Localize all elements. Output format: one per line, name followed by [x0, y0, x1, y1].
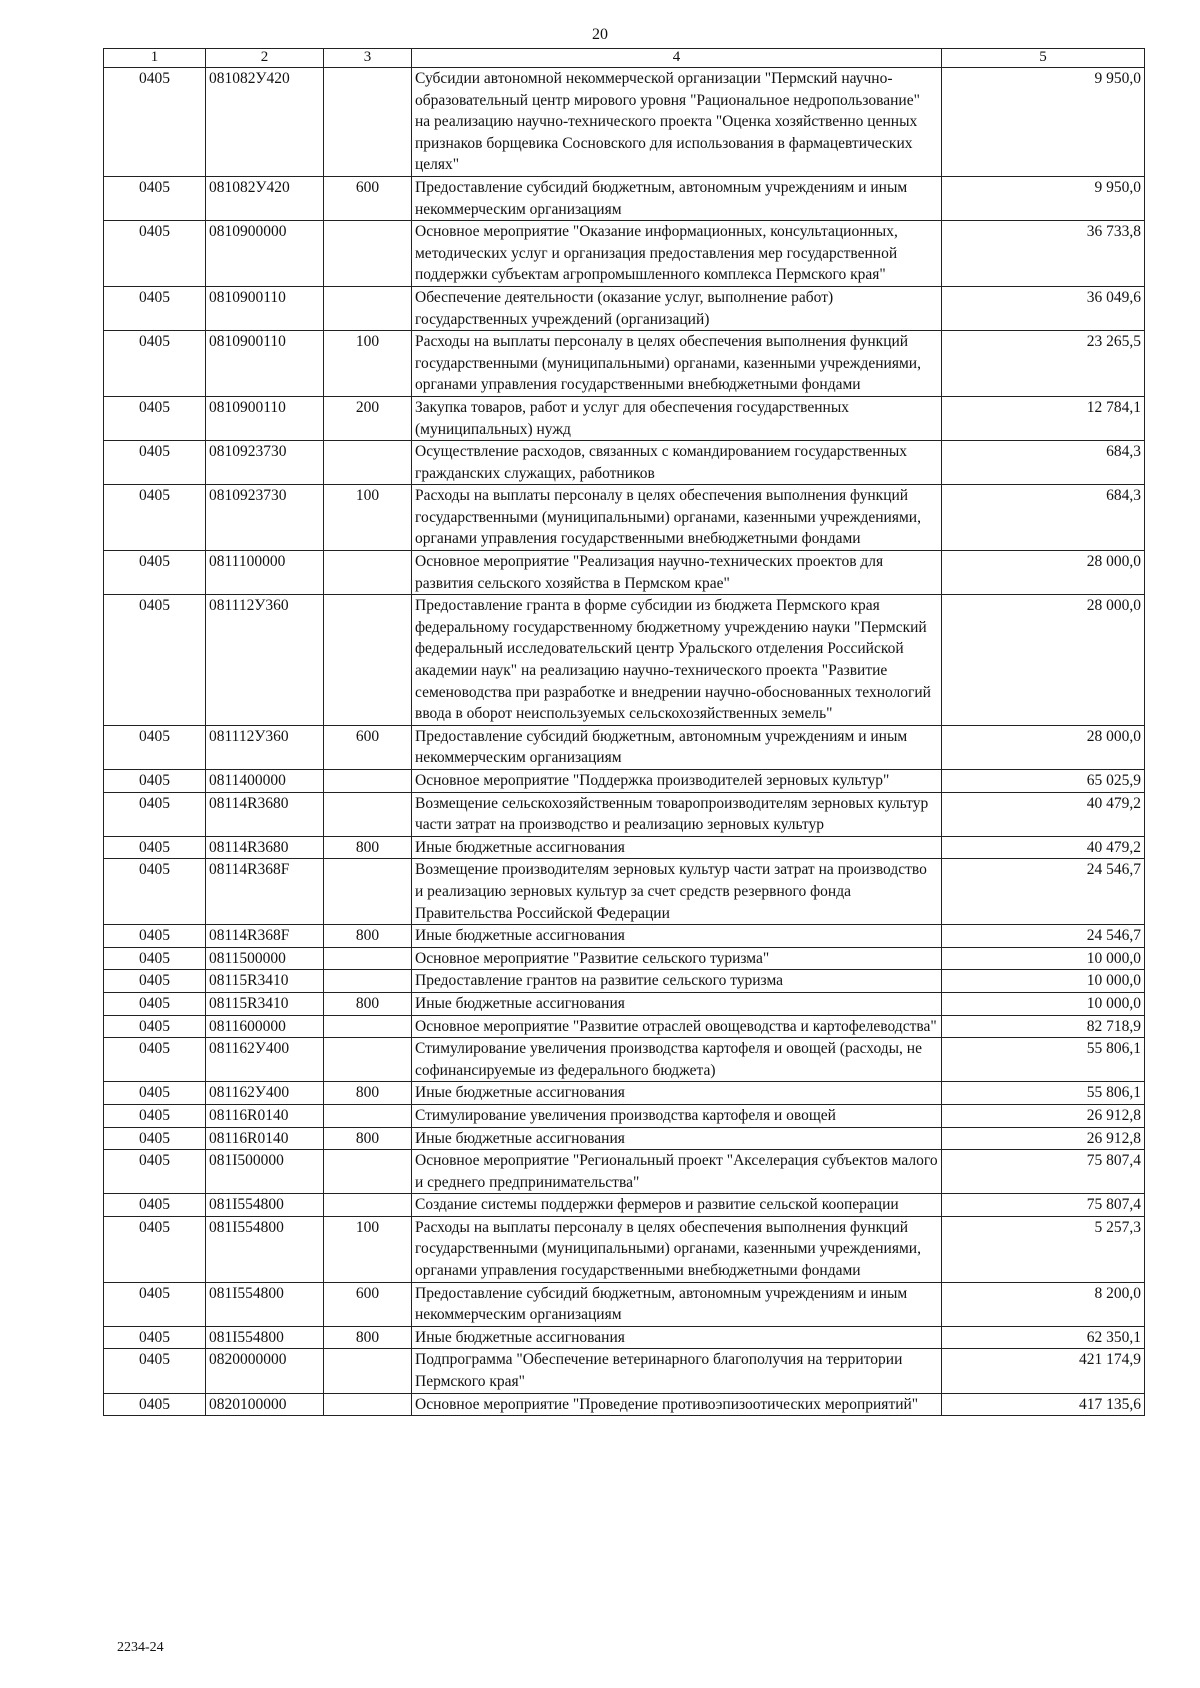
target-article-cell: 0810923730 — [206, 485, 324, 551]
table-row — [104, 1349, 1145, 1393]
target-article-cell: 0811500000 — [206, 947, 324, 970]
amount-cell: 24 546,7 — [942, 859, 1145, 925]
item-name-cell: Стимулирование увеличения производства картофеля и овощей (расходы, не софинансируемые из федерального бюджета) — [412, 1038, 942, 1082]
amount-cell: 12 784,1 — [942, 396, 1145, 440]
expense-type-cell: 800 — [324, 925, 412, 948]
target-article-cell: 0811600000 — [206, 1015, 324, 1038]
expense-type-cell — [324, 792, 412, 836]
table-row — [104, 1393, 1145, 1416]
table-row — [104, 836, 1145, 859]
item-name-cell: Предоставление субсидий бюджетным, автономным учреждениям и иным некоммерческим организациям — [412, 1282, 942, 1326]
item-name-cell: Основное мероприятие "Проведение противоэпизоотических мероприятий" — [412, 1393, 942, 1416]
item-name-cell: Субсидии автономной некоммерческой организации "Пермский научно-образовательный центр мирового уровня "Рациональное недропользование" на реализацию научно-технического проекта "Оценка хозяйственно ценных признаков борщевика Сосновского для использования в фармацевтических целях" — [412, 68, 942, 177]
table-row — [104, 792, 1145, 836]
target-article-cell: 0811100000 — [206, 551, 324, 595]
table-row — [104, 947, 1145, 970]
amount-cell: 10 000,0 — [942, 992, 1145, 1015]
table-row — [104, 485, 1145, 551]
amount-cell: 417 135,6 — [942, 1393, 1145, 1416]
amount-cell: 8 200,0 — [942, 1282, 1145, 1326]
amount-cell: 40 479,2 — [942, 836, 1145, 859]
table-row — [104, 725, 1145, 769]
target-article-cell: 08114R368F — [206, 925, 324, 948]
item-name-cell: Основное мероприятие "Оказание информационных, консультационных, методических услуг и организация предоставления мер государственной поддержки субъектам агропромышленного комплекса Пермского края" — [412, 221, 942, 287]
target-article-cell: 08114R368F — [206, 859, 324, 925]
expense-type-cell: 100 — [324, 1216, 412, 1282]
table-row — [104, 1015, 1145, 1038]
target-article-cell: 081082У420 — [206, 176, 324, 220]
section-code-cell: 0405 — [104, 485, 206, 551]
target-article-cell: 081082У420 — [206, 68, 324, 177]
item-name-cell: Иные бюджетные ассигнования — [412, 1127, 942, 1150]
item-name-cell: Иные бюджетные ассигнования — [412, 925, 942, 948]
expense-type-cell — [324, 1038, 412, 1082]
expense-type-cell: 800 — [324, 1326, 412, 1349]
amount-cell: 23 265,5 — [942, 331, 1145, 397]
target-article-cell: 081I554800 — [206, 1216, 324, 1282]
item-name-cell: Предоставление грантов на развитие сельского туризма — [412, 970, 942, 993]
item-name-cell: Расходы на выплаты персоналу в целях обеспечения выполнения функций государственными (муниципальными) органами, казенными учреждениями, органами управления государственными внебюджетными фондами — [412, 1216, 942, 1282]
table-row — [104, 331, 1145, 397]
amount-cell: 24 546,7 — [942, 925, 1145, 948]
table-row — [104, 441, 1145, 485]
target-article-cell: 08116R0140 — [206, 1104, 324, 1127]
section-code-cell: 0405 — [104, 1194, 206, 1217]
item-name-cell: Возмещение сельскохозяйственным товаропроизводителям зерновых культур части затрат на производство и реализацию зерновых культур — [412, 792, 942, 836]
amount-cell: 9 950,0 — [942, 68, 1145, 177]
table-row — [104, 1127, 1145, 1150]
expense-type-cell — [324, 859, 412, 925]
target-article-cell: 08114R3680 — [206, 792, 324, 836]
target-article-cell: 081112У360 — [206, 595, 324, 726]
header-col-2: 2 — [206, 49, 324, 68]
amount-cell: 421 174,9 — [942, 1349, 1145, 1393]
section-code-cell: 0405 — [104, 1349, 206, 1393]
target-article-cell: 08114R3680 — [206, 836, 324, 859]
expense-type-cell: 800 — [324, 1127, 412, 1150]
amount-cell: 82 718,9 — [942, 1015, 1145, 1038]
section-code-cell: 0405 — [104, 1127, 206, 1150]
target-article-cell: 0820000000 — [206, 1349, 324, 1393]
header-col-5: 5 — [942, 49, 1145, 68]
expense-type-cell — [324, 441, 412, 485]
expense-type-cell: 100 — [324, 331, 412, 397]
section-code-cell: 0405 — [104, 1216, 206, 1282]
item-name-cell: Предоставление субсидий бюджетным, автономным учреждениям и иным некоммерческим организациям — [412, 176, 942, 220]
expense-type-cell — [324, 947, 412, 970]
amount-cell: 28 000,0 — [942, 725, 1145, 769]
section-code-cell: 0405 — [104, 1015, 206, 1038]
section-code-cell: 0405 — [104, 1104, 206, 1127]
table-row — [104, 286, 1145, 330]
item-name-cell: Стимулирование увеличения производства картофеля и овощей — [412, 1104, 942, 1127]
target-article-cell: 0820100000 — [206, 1393, 324, 1416]
item-name-cell: Основное мероприятие "Поддержка производителей зерновых культур" — [412, 770, 942, 793]
amount-cell: 75 807,4 — [942, 1150, 1145, 1194]
table-row — [104, 551, 1145, 595]
expense-type-cell — [324, 1393, 412, 1416]
amount-cell: 26 912,8 — [942, 1127, 1145, 1150]
table-row — [104, 1104, 1145, 1127]
target-article-cell: 08115R3410 — [206, 992, 324, 1015]
table-row — [104, 992, 1145, 1015]
target-article-cell: 0810923730 — [206, 441, 324, 485]
table-row — [104, 1326, 1145, 1349]
amount-cell: 28 000,0 — [942, 595, 1145, 726]
section-code-cell: 0405 — [104, 551, 206, 595]
expense-type-cell: 800 — [324, 1082, 412, 1105]
amount-cell: 40 479,2 — [942, 792, 1145, 836]
expense-type-cell — [324, 551, 412, 595]
amount-cell: 10 000,0 — [942, 970, 1145, 993]
amount-cell: 684,3 — [942, 485, 1145, 551]
item-name-cell: Осуществление расходов, связанных с командированием государственных гражданских служащих, работников — [412, 441, 942, 485]
target-article-cell: 081162У400 — [206, 1038, 324, 1082]
item-name-cell: Основное мероприятие "Реализация научно-технических проектов для развития сельского хозяйства в Пермском крае" — [412, 551, 942, 595]
amount-cell: 10 000,0 — [942, 947, 1145, 970]
section-code-cell: 0405 — [104, 176, 206, 220]
table-row — [104, 176, 1145, 220]
section-code-cell: 0405 — [104, 725, 206, 769]
expense-type-cell: 600 — [324, 176, 412, 220]
amount-cell: 26 912,8 — [942, 1104, 1145, 1127]
table-header-row — [104, 49, 1145, 68]
target-article-cell: 081112У360 — [206, 725, 324, 769]
amount-cell: 65 025,9 — [942, 770, 1145, 793]
table-row — [104, 1282, 1145, 1326]
section-code-cell: 0405 — [104, 1393, 206, 1416]
expense-type-cell: 200 — [324, 396, 412, 440]
section-code-cell: 0405 — [104, 1150, 206, 1194]
item-name-cell: Подпрограмма "Обеспечение ветеринарного благополучия на территории Пермского края" — [412, 1349, 942, 1393]
document-code: 2234-24 — [117, 1640, 164, 1655]
expense-type-cell — [324, 595, 412, 726]
item-name-cell: Обеспечение деятельности (оказание услуг, выполнение работ) государственных учреждений (организаций) — [412, 286, 942, 330]
section-code-cell: 0405 — [104, 836, 206, 859]
budget-table — [103, 48, 1145, 1416]
table-row — [104, 859, 1145, 925]
expense-type-cell — [324, 221, 412, 287]
item-name-cell: Иные бюджетные ассигнования — [412, 836, 942, 859]
target-article-cell: 0810900110 — [206, 286, 324, 330]
expense-type-cell: 100 — [324, 485, 412, 551]
table-row — [104, 68, 1145, 177]
target-article-cell: 08116R0140 — [206, 1127, 324, 1150]
expense-type-cell — [324, 68, 412, 177]
section-code-cell: 0405 — [104, 1326, 206, 1349]
section-code-cell: 0405 — [104, 770, 206, 793]
section-code-cell: 0405 — [104, 331, 206, 397]
item-name-cell: Иные бюджетные ассигнования — [412, 1082, 942, 1105]
item-name-cell: Закупка товаров, работ и услуг для обеспечения государственных (муниципальных) нужд — [412, 396, 942, 440]
item-name-cell: Возмещение производителям зерновых культур части затрат на производство и реализацию зерновых культур за счет средств резервного фонда Правительства Российской Федерации — [412, 859, 942, 925]
table-row — [104, 970, 1145, 993]
expense-type-cell: 600 — [324, 725, 412, 769]
section-code-cell: 0405 — [104, 992, 206, 1015]
expense-type-cell — [324, 1015, 412, 1038]
amount-cell: 5 257,3 — [942, 1216, 1145, 1282]
target-article-cell: 081I554800 — [206, 1194, 324, 1217]
section-code-cell: 0405 — [104, 221, 206, 287]
section-code-cell: 0405 — [104, 441, 206, 485]
amount-cell: 36 733,8 — [942, 221, 1145, 287]
amount-cell: 55 806,1 — [942, 1038, 1145, 1082]
expense-type-cell — [324, 1194, 412, 1217]
header-col-3: 3 — [324, 49, 412, 68]
section-code-cell: 0405 — [104, 1082, 206, 1105]
target-article-cell: 081I500000 — [206, 1150, 324, 1194]
target-article-cell: 081I554800 — [206, 1282, 324, 1326]
target-article-cell: 08115R3410 — [206, 970, 324, 993]
item-name-cell: Расходы на выплаты персоналу в целях обеспечения выполнения функций государственными (муниципальными) органами, казенными учреждениями, органами управления государственными внебюджетными фондами — [412, 331, 942, 397]
amount-cell: 684,3 — [942, 441, 1145, 485]
target-article-cell: 081I554800 — [206, 1326, 324, 1349]
section-code-cell: 0405 — [104, 970, 206, 993]
amount-cell: 36 049,6 — [942, 286, 1145, 330]
table-row — [104, 1038, 1145, 1082]
table-row — [104, 396, 1145, 440]
section-code-cell: 0405 — [104, 286, 206, 330]
amount-cell: 75 807,4 — [942, 1194, 1145, 1217]
target-article-cell: 0810900110 — [206, 331, 324, 397]
amount-cell: 55 806,1 — [942, 1082, 1145, 1105]
table-row — [104, 1082, 1145, 1105]
expense-type-cell — [324, 970, 412, 993]
expense-type-cell — [324, 1104, 412, 1127]
header-col-1: 1 — [104, 49, 206, 68]
item-name-cell: Предоставление субсидий бюджетным, автономным учреждениям и иным некоммерческим организациям — [412, 725, 942, 769]
expense-type-cell — [324, 286, 412, 330]
item-name-cell: Основное мероприятие "Развитие отраслей овощеводства и картофелеводства" — [412, 1015, 942, 1038]
expense-type-cell — [324, 1349, 412, 1393]
item-name-cell: Иные бюджетные ассигнования — [412, 992, 942, 1015]
table-row — [104, 595, 1145, 726]
section-code-cell: 0405 — [104, 1038, 206, 1082]
expense-type-cell — [324, 1150, 412, 1194]
target-article-cell: 0810900110 — [206, 396, 324, 440]
item-name-cell: Основное мероприятие "Региональный проект "Акселерация субъектов малого и среднего предпринимательства" — [412, 1150, 942, 1194]
section-code-cell: 0405 — [104, 947, 206, 970]
table-row — [104, 1216, 1145, 1282]
amount-cell: 9 950,0 — [942, 176, 1145, 220]
item-name-cell: Предоставление гранта в форме субсидии из бюджета Пермского края федеральному государственному бюджетному учреждению науки "Пермский федеральный исследовательский центр Уральского отделения Российской академии наук" на реализацию научно-технического проекта "Развитие семеноводства при разработке и внедрении научно-обоснованных технологий ввода в оборот неиспользуемых сельскохозяйственных земель" — [412, 595, 942, 726]
table-row — [104, 925, 1145, 948]
section-code-cell: 0405 — [104, 595, 206, 726]
section-code-cell: 0405 — [104, 396, 206, 440]
amount-cell: 62 350,1 — [942, 1326, 1145, 1349]
item-name-cell: Расходы на выплаты персоналу в целях обеспечения выполнения функций государственными (муниципальными) органами, казенными учреждениями, органами управления государственными внебюджетными фондами — [412, 485, 942, 551]
target-article-cell: 081162У400 — [206, 1082, 324, 1105]
target-article-cell: 0810900000 — [206, 221, 324, 287]
item-name-cell: Основное мероприятие "Развитие сельского туризма" — [412, 947, 942, 970]
section-code-cell: 0405 — [104, 792, 206, 836]
expense-type-cell: 800 — [324, 992, 412, 1015]
table-row — [104, 1150, 1145, 1194]
expense-type-cell — [324, 770, 412, 793]
item-name-cell: Иные бюджетные ассигнования — [412, 1326, 942, 1349]
section-code-cell: 0405 — [104, 925, 206, 948]
expense-type-cell: 600 — [324, 1282, 412, 1326]
section-code-cell: 0405 — [104, 1282, 206, 1326]
table-row — [104, 221, 1145, 287]
table-row — [104, 1194, 1145, 1217]
section-code-cell: 0405 — [104, 859, 206, 925]
expense-type-cell: 800 — [324, 836, 412, 859]
header-col-4: 4 — [412, 49, 942, 68]
amount-cell: 28 000,0 — [942, 551, 1145, 595]
table-row — [104, 770, 1145, 793]
target-article-cell: 0811400000 — [206, 770, 324, 793]
section-code-cell: 0405 — [104, 68, 206, 177]
item-name-cell: Создание системы поддержки фермеров и развитие сельской кооперации — [412, 1194, 942, 1217]
page-number: 20 — [592, 26, 608, 43]
